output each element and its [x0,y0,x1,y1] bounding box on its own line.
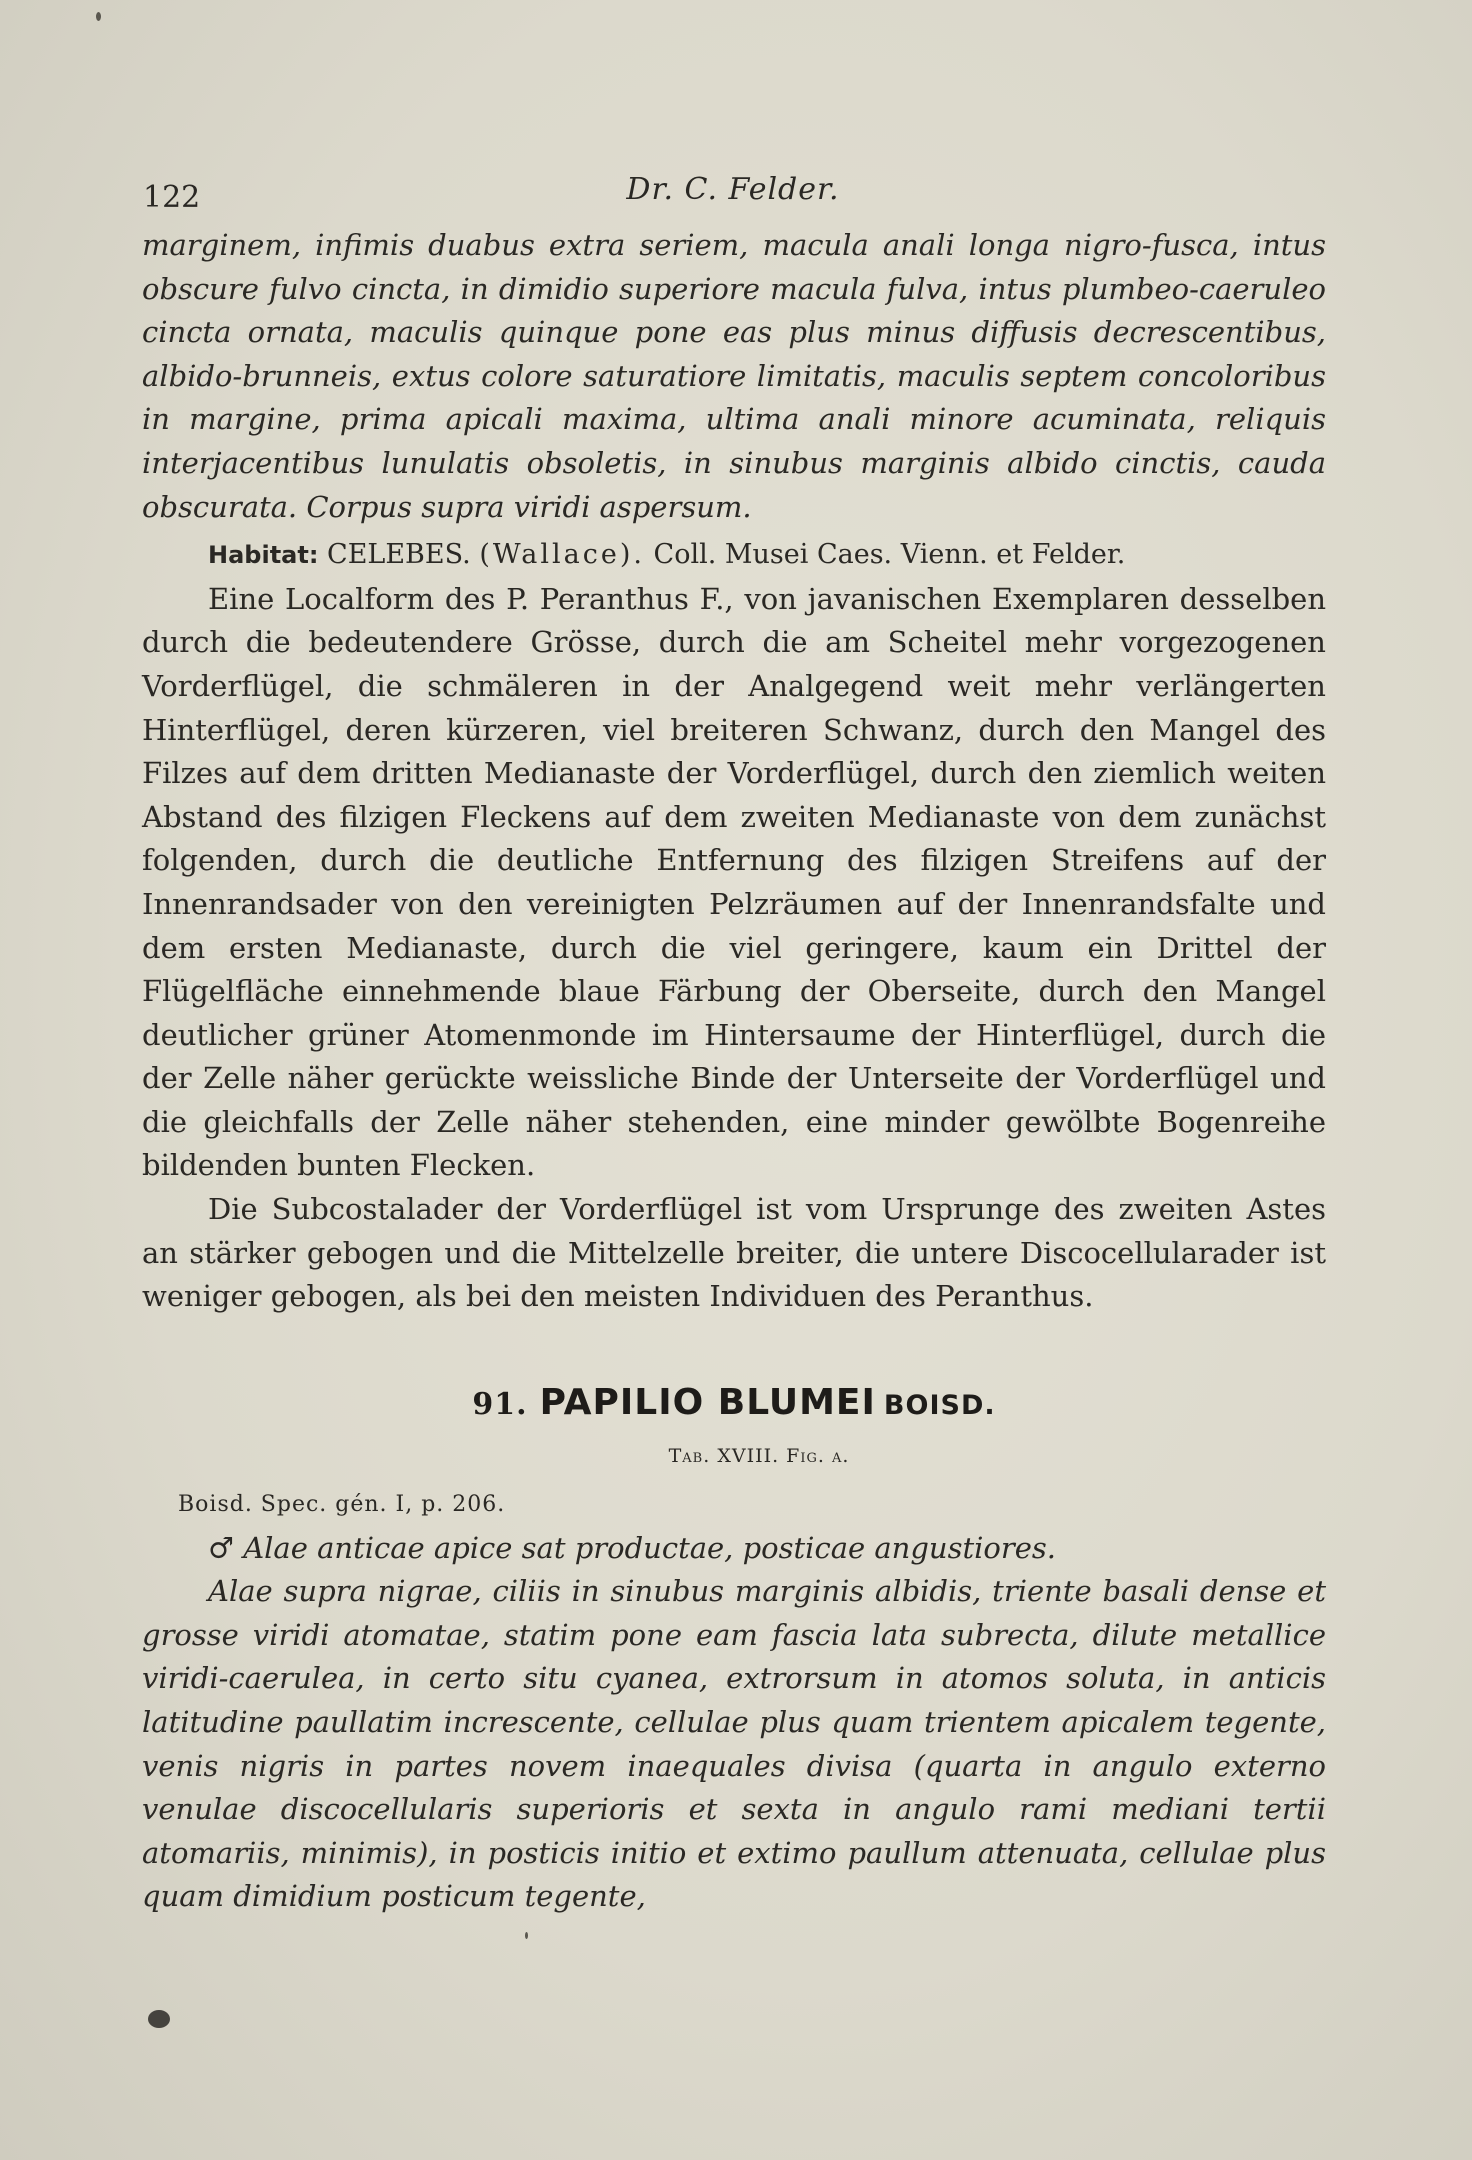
latin-description-continuation: marginem, infimis duabus extra seriem, macula anali longa nigro-fusca, intus obscure fulvo cincta, in dimidio superiore macula fulva, intus plumbeo-caeruleo cincta ornata, maculis quinque pone eas plus minus diffusis decrescentibus, albido-brunneis, extus colore saturatiore limitatis, maculis septem concoloribus in margine, prima apicali maxima, ultima anali minore acuminata, reliquis interjacentibus lunulatis obsoletis, in sinubus marginis albido cinctis, cauda obscurata. Corpus supra viridi aspersum. [142,228,1326,524]
species-number: 91. [472,1386,528,1422]
ink-blot [148,2010,170,2028]
habitat-collector: (Wallace). [479,539,645,571]
species-heading [142,1381,1326,1428]
literature-reference: Boisd. Spec. gén. I, p. 206. [178,1492,506,1518]
habitat-line [142,533,1326,578]
species-author: BOISD. [883,1389,996,1421]
ink-speck [96,12,101,21]
habitat-collection: Coll. Musei Caes. Vienn. et Felder. [653,539,1126,571]
male-description-body: Alae supra nigrae, ciliis in sinubus marginis albidis, triente basali dense et grosse viridi atomatae, statim pone eam fascia lata subrecta, dilute metallice viridi-caerulea, in certo situ cyanea, extrorsum in atomos soluta, in anticis latitudine paullatim increscente, cellulae plus quam trientem apicalem tegente, venis nigris in partes novem inaequales divisa (quarta in angulo externo venulae discocellularis superioris et sexta in angulo rami mediani tertii atomariis, minimis), in posticis initio et extimo paullum attenuata, cellulae plus quam dimidium posticum tegente, [142,1574,1326,1914]
page-header [143,172,1323,215]
running-head: Dr. C. Felder. [626,172,840,207]
habitat-locality: CELEBES. [327,539,471,571]
ink-speck [525,1932,528,1939]
species-name: PAPILIO BLUMEI [539,1381,876,1423]
german-paragraph: Die Subcostalader der Vorderflügel ist vom Ursprunge des zweiten Astes an stärker gebogen und die Mittelzelle breiter, die untere Discocellularader ist weniger gebogen, als bei den meisten Individuen des Peranthus. [142,1192,1326,1314]
page-body [142,224,1326,1919]
german-paragraph: Eine Localform des P. Peranthus F., von javanischen Exemplaren desselben durch die bedeutendere Grösse, durch die am Scheitel mehr vorgezogenen Vorderflügel, die schmäleren in der Analgegend weit mehr verlängerten Hinterflügel, deren kürzeren, viel breiteren Schwanz, durch den Mangel des Filzes auf dem dritten Medianaste der Vorderflügel, durch den ziemlich weiten Abstand des filzigen Fleckens auf dem zweiten Medianaste von dem zunächst folgenden, durch die deutliche Entfernung des filzigen Streifens auf der Innenrandsader von den vereinigten Pelzräumen auf der Innenrandsfalte und dem ersten Medianaste, durch die viel geringere, kaum ein Drittel der Flügelfläche einnehmende blaue Färbung der Oberseite, durch den Mangel deutlicher grüner Atomenmonde im Hintersaume der Hinterflügel, durch die der Zelle näher gerückte weissliche Binde der Unterseite der Vorderflügel und die gleichfalls der Zelle näher stehenden, eine minder gewölbte Bogenreihe bildenden bunten Flecken. [142,581,1326,1183]
male-description-intro: ♂ Alae anticae apice sat productae, posticae angustiores. [208,1530,1056,1565]
habitat-label: Habitat: [208,541,319,570]
plate-reference: Tab. XVIII. Fig. a. [668,1445,850,1468]
page-number: 122 [143,180,201,215]
